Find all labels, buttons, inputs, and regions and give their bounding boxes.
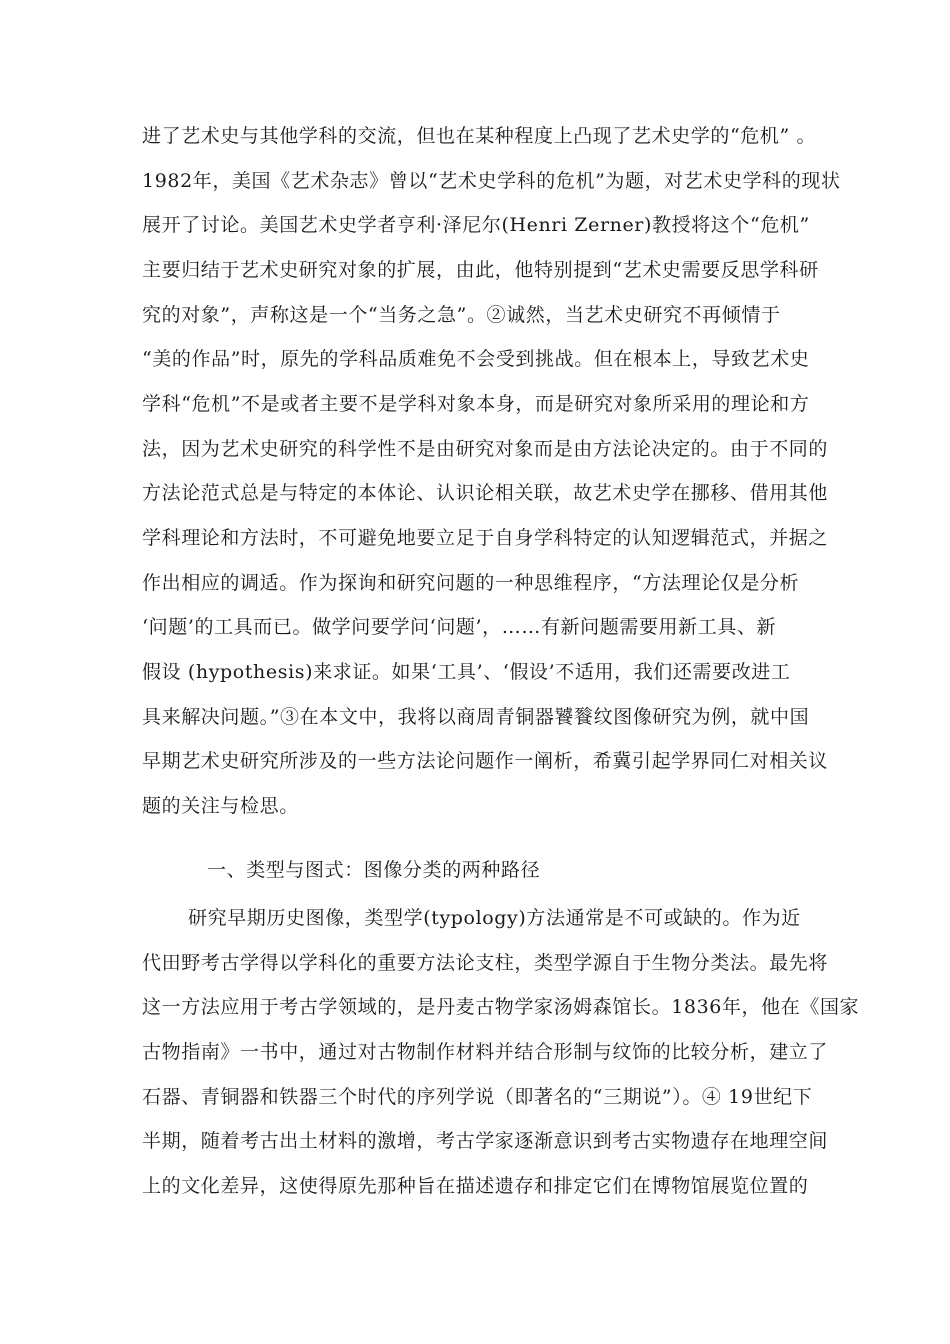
- text-line: 法，因为艺术史研究的科学性不是由研究对象而是由方法论决定的。由于不同的: [142, 438, 829, 460]
- text-line: 上的文化差异，这使得原先那种旨在描述遗存和排定它们在博物馆展览位置的: [142, 1175, 809, 1197]
- text-line: 进了艺术史与其他学科的交流，但也在某种程度上凸现了艺术史学的“危机” 。: [142, 125, 817, 147]
- text-line: 题的关注与检思。: [142, 795, 299, 817]
- text-line: 这一方法应用于考古学领域的，是丹麦古物学家汤姆森馆长。1836年，他在《国家: [142, 996, 860, 1018]
- text-line: 展开了讨论。美国艺术史学者亨利·泽尼尔(Henri Zerner)教授将这个“危机”: [142, 214, 810, 236]
- text-line: 1982年，美国《艺术杂志》曾以“艺术史学科的危机”为题，对艺术史学科的现状: [142, 170, 841, 192]
- text-line: 作出相应的调适。作为探询和研究问题的一种思维程序，“方法理论仅是分析: [142, 572, 800, 594]
- text-line: 方法论范式总是与特定的本体论、认识论相关联，故艺术史学在挪移、借用其他: [142, 482, 829, 504]
- text-line: 假设 (hypothesis)来求证。如果‘工具’、‘假设’不适用，我们还需要改进工: [142, 661, 791, 683]
- text-line: 主要归结于艺术史研究对象的扩展，由此，他特别提到“艺术史需要反思学科研: [142, 259, 819, 281]
- text-line: 研究早期历史图像，类型学(typology)方法通常是不可或缺的。作为近: [188, 907, 801, 929]
- section-heading: 一、类型与图式：图像分类的两种路径: [207, 859, 541, 881]
- text-line: “美的作品”时，原先的学科品质难免不会受到挑战。但在根本上，导致艺术史: [142, 348, 810, 370]
- text-line: 代田野考古学得以学科化的重要方法论支柱，类型学源自于生物分类法。最先将: [142, 952, 829, 974]
- text-line: ‘问题’的工具而已。做学问要学问‘问题’，……有新问题需要用新工具、新: [142, 616, 777, 638]
- text-line: 具来解决问题。”③在本文中，我将以商周青铜器饕餮纹图像研究为例，就中国: [142, 706, 810, 728]
- text-line: 究的对象”，声称这是一个“当务之急”。②诚然，当艺术史研究不再倾情于: [142, 304, 781, 326]
- text-line: 学科“危机”不是或者主要不是学科对象本身，而是研究对象所采用的理论和方: [142, 393, 810, 415]
- text-line: 石器、青铜器和铁器三个时代的序列学说（即著名的“三期说”）。④ 19世纪下: [142, 1086, 813, 1108]
- text-line: 学科理论和方法时，不可避免地要立足于自身学科特定的认知逻辑范式，并据之: [142, 527, 829, 549]
- text-line: 古物指南》一书中，通过对古物制作材料并结合形制与纹饰的比较分析，建立了: [142, 1041, 829, 1063]
- text-line: 早期艺术史研究所涉及的一些方法论问题作一阐析，希冀引起学界同仁对相关议: [142, 750, 829, 772]
- text-line: 半期，随着考古出土材料的激增，考古学家逐渐意识到考古实物遗存在地理空间: [142, 1130, 829, 1152]
